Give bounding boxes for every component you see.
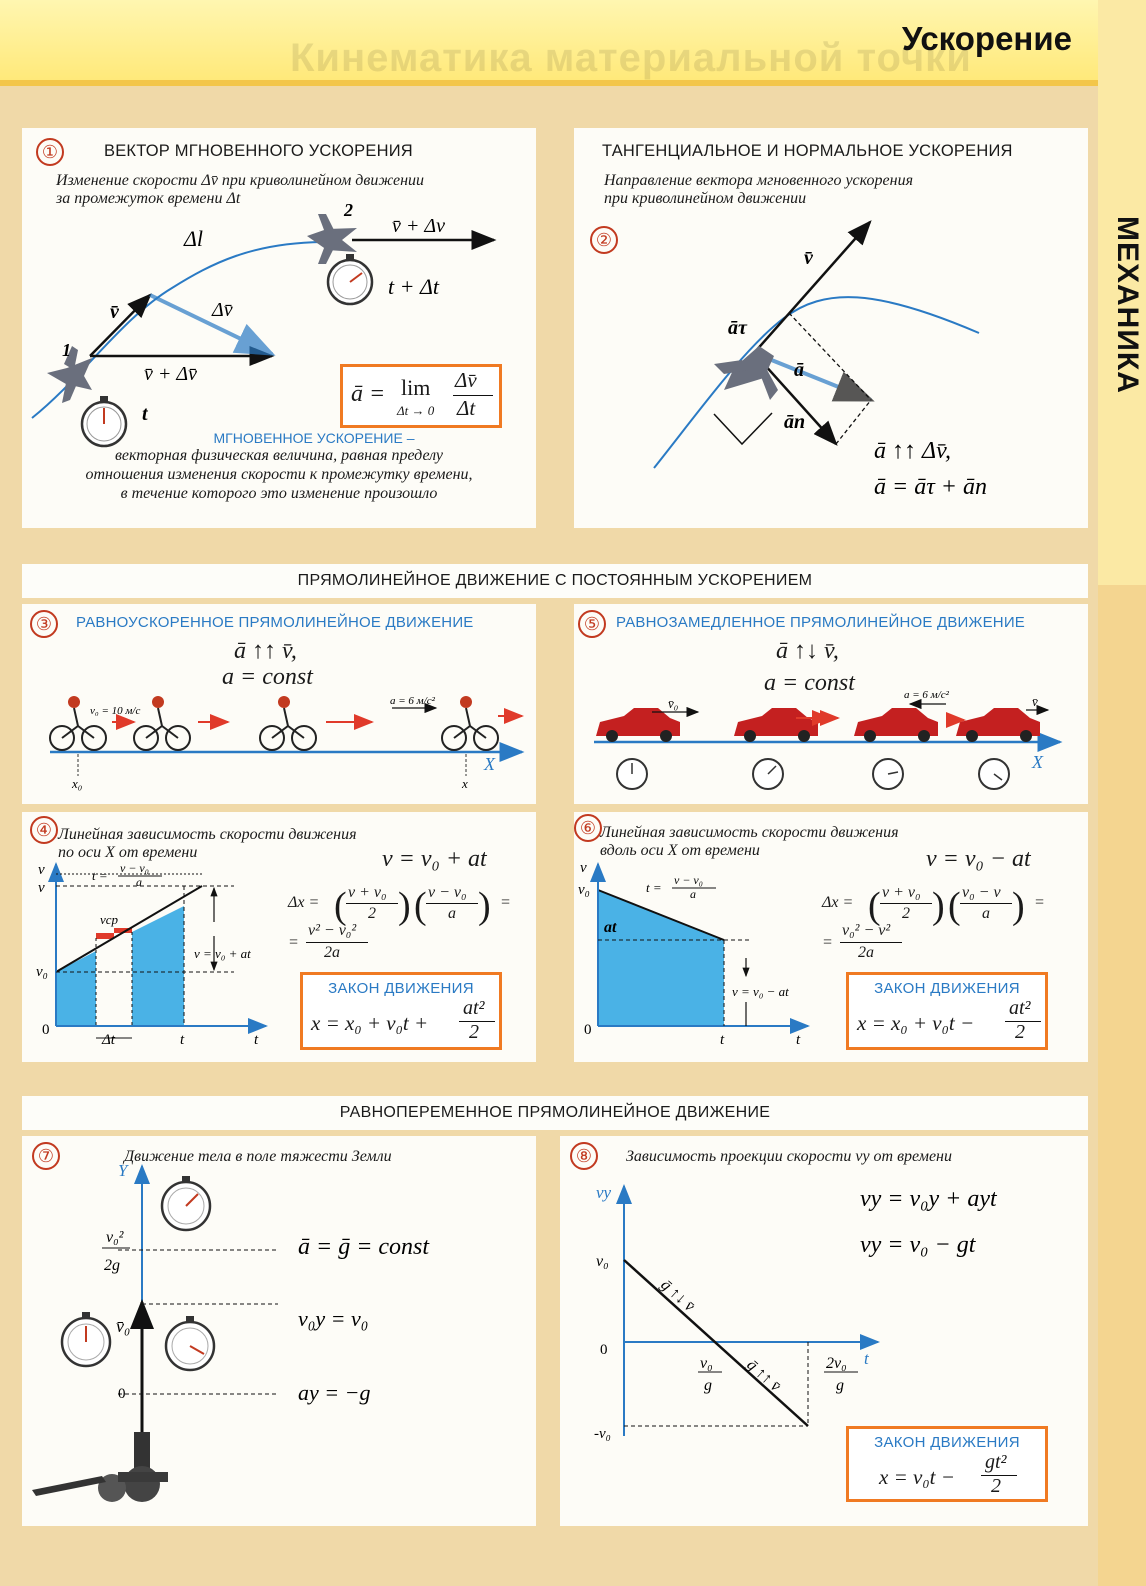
paren: ( [948,885,961,927]
panel-title: РАВНОУСКОРЕННОЕ ПРЯМОЛИНЕЙНОЕ ДВИЖЕНИЕ [76,614,474,631]
vertical-throw-diagram [22,1136,536,1526]
dx-a-den: 2 [368,905,376,922]
point-1-label: 1 [62,340,71,360]
normal-label: ān [784,411,806,433]
dx-left: Δx = [288,894,320,911]
dx-a-den: 2 [902,905,910,922]
paren: ) [478,885,491,927]
formula-vy-general: vy = v₀y + ayt [860,1186,997,1212]
law-title: ЗАКОН ДВИЖЕНИЯ [874,980,1020,997]
law-num: gt² [985,1451,1007,1473]
side-band [1098,585,1146,1586]
velocity-label: v̄ [804,247,813,269]
v-axis-label: v [580,860,587,876]
panel-1 [22,128,536,528]
dt-label: Δt [102,1032,115,1048]
fraction-bar [960,903,1012,904]
law-den: 2 [469,1021,479,1043]
dx-a-num: v + v₀ [882,884,921,901]
panel-3 [22,604,536,804]
section-band: ПРЯМОЛИНЕЙНОЕ ДВИЖЕНИЕ С ПОСТОЯННЫМ УСКОРЕНИЕМ [22,564,1088,598]
stopwatch-icon [979,759,1009,789]
panel-number: ④ [30,816,58,844]
law-formula: x = x₀ + v₀t − [857,1011,975,1035]
panel-7 [22,1136,536,1526]
formula-const: a = const [222,664,313,690]
car-icon [854,708,938,742]
dx2-left: = [822,934,833,951]
x-label: x [462,776,468,791]
panel-number: ⑦ [32,1142,60,1170]
panel-title: ВЕКТОР МГНОВЕННОГО УСКОРЕНИЯ [104,142,413,160]
car-icon [956,708,1040,742]
stopwatch-icon [62,1312,110,1366]
axis-y-label: Y [118,1161,128,1180]
desc-line: Изменение скорости Δv̄ при криволинейном движении [56,172,425,189]
panel-number: ③ [30,610,58,638]
t-fraction-den: a [136,875,142,889]
motion-law-box [846,1426,1048,1502]
fraction-bar [346,903,398,904]
header-ghost-text: Кинематика материальной точки [290,36,972,80]
t-fraction-left: t = [92,868,108,883]
law-num: at² [1009,997,1031,1019]
dx2-den: 2a [858,944,874,961]
formula-left: ā = [351,381,386,407]
paren: ( [868,885,881,927]
side-formula: v = v₀ − at [732,984,789,999]
definition-block [32,430,526,503]
v-axis-label: v [38,862,45,878]
t1-num: v₀ [700,1355,713,1372]
panel-8 [560,1136,1088,1526]
law-title: ЗАКОН ДВИЖЕНИЯ [328,980,474,997]
desc-line: Линейная зависимость скорости движения [58,826,357,843]
panel-number: ⑧ [570,1142,598,1170]
page-title: Ускорение [901,20,1072,57]
panel-6 [574,812,1088,1062]
time-t-label: t [142,403,148,425]
definition-line: в течение которого это изменение произошло [120,485,438,502]
x0-label: x₀ [72,776,83,791]
section-band: РАВНОПЕРЕМЕННОЕ ПРЯМОЛИНЕЙНОЕ ДВИЖЕНИЕ [22,1096,1088,1130]
vcp-label: vср [100,912,119,927]
panel-number: ② [590,226,618,254]
formula-const: a = const [764,670,855,696]
cyclist-icon [134,696,190,750]
header-bar [0,0,1098,86]
t-axis-label: t [254,1032,259,1048]
definition-line: отношения изменения скорости к промежутку времени, [85,466,473,483]
law-num: at² [463,997,485,1019]
fraction-num: v₀² [106,1229,124,1246]
initial-velocity-label: v̄₀ [668,696,679,711]
t-fraction-left: t = [646,880,662,895]
side-section-label: МЕХАНИКА [1111,216,1144,394]
origin-label: 0 [600,1342,608,1358]
acceleration-value-label: a = 6 м/с² [904,689,949,701]
axis-x-label: X [1032,752,1043,772]
dx2-left: = [288,934,299,951]
acceleration-label: ā [794,359,804,381]
velocity-formula: v = v₀ + at [382,846,487,872]
panel-number: ⑥ [574,814,602,842]
paren: ) [932,885,945,927]
panel-5 [574,604,1088,804]
point-2-label: 2 [344,200,353,220]
dx2-num: v² − v₀² [308,922,357,939]
fraction-bar [306,942,368,943]
dx-b-den: a [982,905,990,922]
desc-line: при криволинейном движении [604,190,807,207]
tangential-normal-diagram [574,128,1088,528]
formula-sum: ā = āτ + ān [874,474,987,500]
origin-label: 0 [118,1386,126,1402]
dx-b-num: v − v₀ [428,884,467,901]
t-label: t [180,1032,185,1048]
v0-label: v̄₀ [116,1316,131,1336]
desc-line: Линейная зависимость скорости движения [600,824,899,841]
stopwatch-icon [617,759,647,789]
panel-title: РАВНОЗАМЕДЛЕННОЕ ПРЯМОЛИНЕЙНОЕ ДВИЖЕНИЕ [616,614,1026,631]
fraction-bar [840,942,902,943]
panel-2 [574,128,1088,528]
v0-label: v₀ [596,1253,609,1270]
panel-description: Зависимость проекции скорости vy от времени [626,1148,952,1165]
t2-num: 2v₀ [826,1355,847,1372]
g-antiparallel-label: ḡ ↑↓ v̄ [657,1276,698,1316]
dx2-den: 2a [324,944,340,961]
stopwatch-icon [753,759,783,789]
car-icon [596,708,680,742]
paren: ) [398,885,411,927]
displacement-formula [822,884,1062,961]
t1-den: g [704,1377,712,1394]
paren: ( [334,885,347,927]
dx2-num: v₀² − v² [842,922,891,939]
car-icon [734,708,818,742]
vy-axis-label: vy [596,1183,612,1202]
t2-den: g [836,1377,844,1394]
panel-title: ТАНГЕНЦИАЛЬНОЕ И НОРМАЛЬНОЕ УСКОРЕНИЯ [602,142,1013,160]
fraction-bar [880,903,932,904]
dx-eq: = [1034,894,1045,911]
law-den: 2 [991,1475,1001,1497]
formula-vy-gravity: vy = v₀ − gt [860,1232,976,1258]
stopwatch-icon [166,1316,214,1370]
t-fraction-num: v − v₀ [674,873,703,887]
panel-4 [22,812,536,1062]
motion-law-box [300,972,502,1050]
motion-law-box [846,972,1048,1050]
delta-v-label: Δv̄ [212,299,233,321]
g-parallel-label: ḡ ↑↑ v̄ [743,1356,784,1396]
formula-denominator: Δt [457,396,476,420]
formula-g-const: ā = ḡ = const [298,1234,430,1260]
tangential-label: āτ [728,317,747,339]
displacement-formula [288,884,528,961]
minus-v0-label: -v₀ [594,1426,611,1442]
stopwatch-icon [873,759,903,789]
fraction-bar [426,903,478,904]
panel-number: ① [36,138,64,166]
axis-x-label: X [484,754,495,774]
stopwatch-icon [162,1176,210,1230]
desc-line: Направление вектора мгновенного ускорения [604,172,913,189]
paren: ) [1012,885,1025,927]
t-fraction-num: v − v₀ [120,861,149,875]
stopwatch-icon [328,254,372,304]
v-plus-dv-bottom-label: v̄ + Δv̄ [144,363,197,385]
formula-numerator: Δv̄ [455,368,477,392]
desc-line: вдоль оси X от времени [600,842,760,859]
formula-lim-sub: Δt → 0 [397,403,435,418]
cannon-icon [32,1432,168,1502]
acceleration-value-label: a = 6 м/с² [390,695,435,707]
law-den: 2 [1015,1021,1025,1043]
final-velocity-label: v̄ [1032,694,1038,709]
definition-line: векторная физическая величина, равная пределу [114,447,444,464]
velocity-label: v̄ [110,301,119,323]
formula-direction: ā ↑↓ v̄, [776,638,839,664]
arc-length-label: Δl [184,226,204,251]
fraction-den: 2g [104,1257,120,1274]
dx-eq: = [500,894,511,911]
origin-label: 0 [584,1022,592,1038]
formula-v0y: v₀y = v₀ [298,1306,369,1331]
time-t-dt-label: t + Δt [388,274,439,299]
t-fraction-den: a [690,887,696,901]
v-label: v [38,880,45,896]
initial-speed-label: v₀ = 10 м/с [90,705,141,717]
definition-title: МГНОВЕННОЕ УСКОРЕНИЕ – [213,430,415,446]
cyclist-icon [442,696,498,750]
side-formula: v = v₀ + at [194,946,251,961]
cyclist-icon [260,696,316,750]
instant-acceleration-formula-box [340,364,502,428]
accelerating-cyclist-diagram [22,604,536,804]
law-title: ЗАКОН ДВИЖЕНИЯ [874,1434,1020,1451]
v0-label: v₀ [578,882,590,898]
v0-label: v₀ [36,964,48,980]
desc-line: за промежуток времени Δt [56,190,241,207]
t-label: t [720,1032,725,1048]
velocity-formula: v = v₀ − at [926,846,1031,872]
law-formula: x = v₀t − [879,1465,955,1489]
formula-ay: ay = −g [298,1380,371,1405]
dx-b-den: a [448,905,456,922]
v-plus-dv-top-label: v̄ + Δv [392,215,445,237]
formula-direction: ā ↑↑ Δv̄, [874,438,951,464]
desc-line: по оси X от времени [58,844,198,861]
panel-description: Движение тела в поле тяжести Земли [124,1148,392,1165]
t-axis-label: t [864,1349,869,1368]
at-label: at [604,919,617,936]
origin-label: 0 [42,1022,50,1038]
t-axis-label: t [796,1032,801,1048]
dx-a-num: v + v₀ [348,884,387,901]
panel-number: ⑤ [578,610,606,638]
law-formula: x = x₀ + v₀t + [311,1011,429,1035]
paren: ( [414,885,427,927]
dx-left: Δx = [822,894,854,911]
formula-lim: lim [401,375,431,400]
formula-direction: ā ↑↑ v̄, [234,638,297,664]
decelerating-car-diagram [574,604,1088,804]
dx-b-num: v₀ − v [962,884,1001,901]
